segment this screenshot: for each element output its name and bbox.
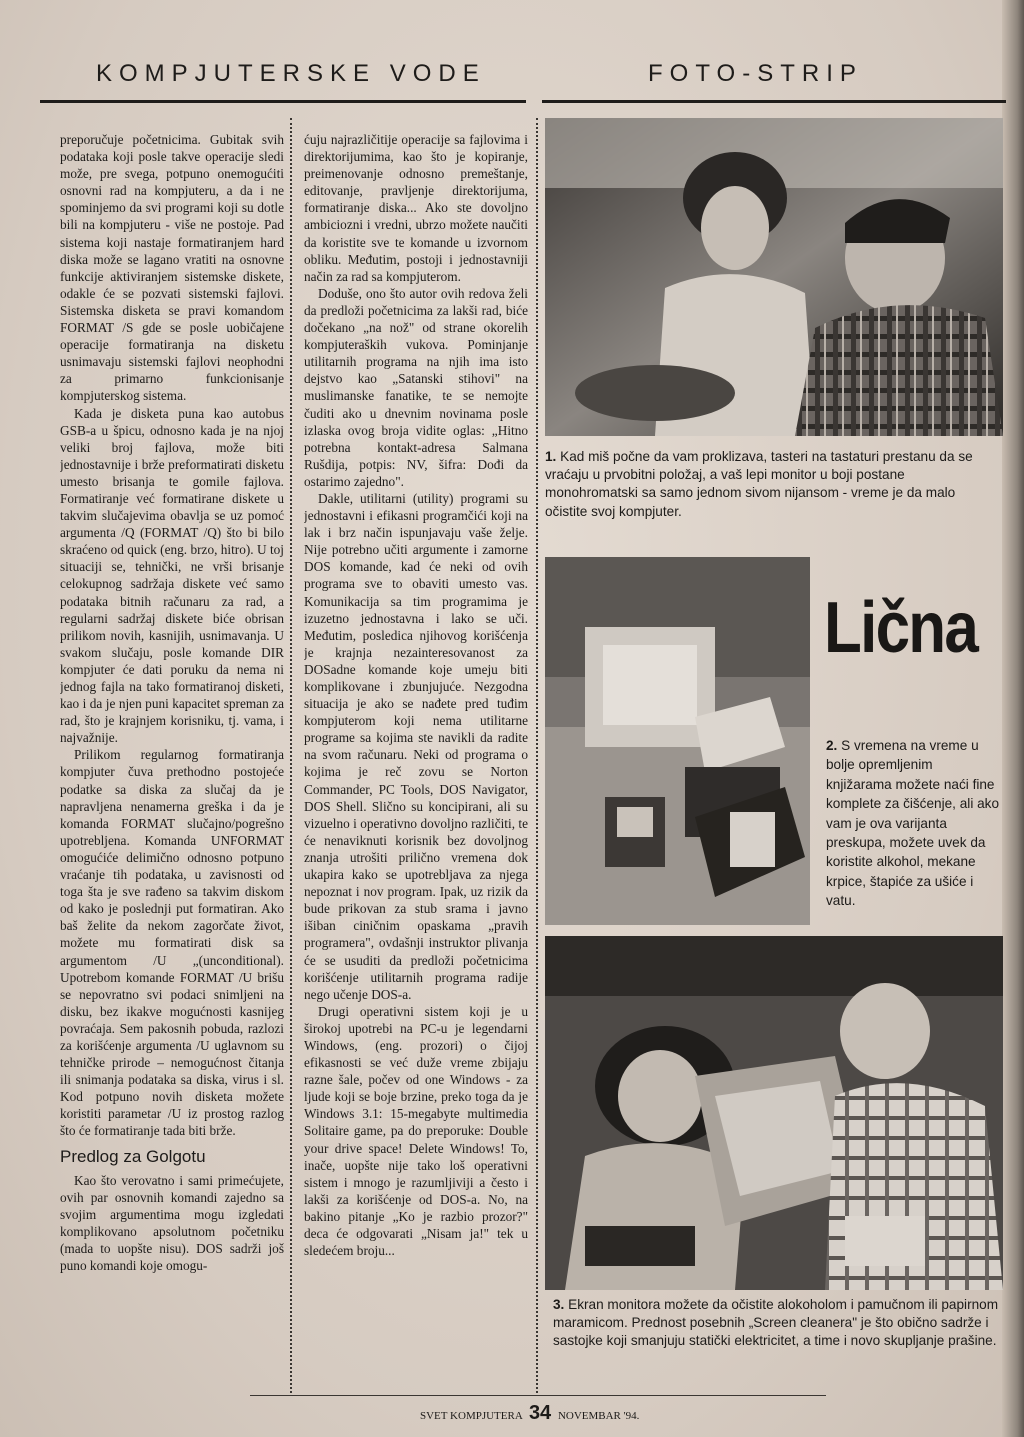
header-rule-right	[542, 100, 1006, 103]
col2-paragraph-1: ćuju najrazličitije operacije sa fajlovima i direktorijumima, kao što je kopiranje, preimenovanje odnosno premeštanje, editovanje, pravljenje direktorijuma, formatiranje diska... Ako ste dovoljno ambiciozni i vredni, ubrzo možete naučiti da koristite sve te komande u izvornom obliku. Međutim, postoji i jednostavniji način za rad sa kompjuterom.	[304, 132, 528, 284]
caption-2-text: S vremena na vreme u bolje opremljenim knjižarama možete naći fine komplete za čišćenje, ali ako vam je ova varijanta preskupa, možete uvek da koristite alkohol, mekane krpice, štapiće za ušiće i vatu.	[826, 738, 1000, 909]
caption-2-number: 2.	[826, 738, 838, 753]
photo-1	[545, 118, 1003, 436]
col2-paragraph-2: Doduše, ono što autor ovih redova želi da predloži početnicima za lakši rad, biće dočekano „na nož" od strane okorelih kompjuteraških vukova. Pominjanje utilitarnih programa na njih ima isto dejstvo kao „Satanski stihovi" na muslimanske fanatike, te se nemojte čuditi ako u dnevnim novinama posle izlaska ovog broja vidite oglas: „Hitno potrebna kontakt-adresa Salmana Rušdija, potpis: NV, šifra: Dođi da ostarimo zajedno".	[304, 285, 528, 489]
article-column-1	[60, 131, 284, 1391]
col1-paragraph-3: Prilikom regularnog formatiranja kompjuter čuva prethodno postojeće podatke sa diska za slučaj da je napravljena nenamerna greška i da je komanda FORMAT slučajno/pogrešno upotrebljena. Komanda UNFORMAT omogućiće delimično odnosno potpuno vraćanje tih podataka, u zavisnosti od toga šta je sve rađeno sa takvim diskom od kako je poslednji put formatiran. Ako baš želite da nekom zagorčate život, možete mu formatirati disk sa argumentom /U „(unconditional). Upotrebom komande FORMAT /U brišu se nepovratno svi podaci snimljeni na disku, bez ikakve mogućnosti kasnijeg povraćaja. Sem pakosnih pobuda, razlozi za korišćenje argumenta /U uglavnom su tehničke prirode – nemogućnost čitanja ili snimanja podataka sa diska, virus i sl. Kod potpuno novih disketa možete koristiti parametar /U iz prostog razlog što će formatiranje tada biti brže.	[60, 747, 284, 1139]
page-number: 34	[528, 1402, 552, 1424]
footer-rule	[250, 1395, 826, 1396]
section-header-right: FOTO-STRIP	[648, 60, 863, 87]
col2-paragraph-4: Drugi operativni sistem koji je u širokoj upotrebi na PC-u je legendarni Windows, (eng. prozori) o čijoj efikasnosti se već duže vreme zbijaju razne šale, počev od one Windows - za ljude koji se boje brzine, preko toga da je Windows 3.1: 15-megabyte multimedia Solitaire game, pa do preporuke: Double your drive space! Delete Windows! To, inače, uopšte nije tako loš operativni sistem i mnogo je razumljiviji a često i lakši za korišćenje od DOS-a. No, na bakino pitanje „Ko je razbio prozor?" deca će odgovarati „Nisam ja!" tek u sledećem broju...	[304, 1003, 528, 1259]
caption-1	[545, 448, 1000, 521]
header-rule-left	[40, 100, 526, 103]
caption-1-number: 1.	[545, 449, 557, 464]
section-header-left: KOMPJUTERSKE VODE	[96, 60, 486, 87]
article-column-2	[304, 131, 528, 1391]
col2-paragraph-3: Dakle, utilitarni (utility) programi su jednostavni i efikasni programčići koji na lak i brz način ispunjavaju vaše želje. Nije potrebno učiti argumente i zamorne DOS komande, kad će neki od ovih programa sve to obaviti umesto vas. Komunikacija sa tim programima je izuzetno jednostavna i lako se uči. Međutim, posledica njihovog korišćenja je krajnja nezainteresovanost za DOSadne komande koje umeju biti komplikovane i zbunjujuće. Nezgodna situacija je ako se nađete pred tuđim kompjuterom koji nema utilitarne programe sa kojima ste navikli da radite na svom računaru. Neki od programa o kojima je reč zovu se Norton Commander, PC Tools, DOS Navigator, DOS Shell. Slično su koncipirani, ali su vizuelno i operativno dovoljno različiti, te će nenaviknuti korisnik bez dovoljnog znanja utrošiti prilično vremena dok ukapira kako se upotrebljava za njega nepoznat i nov program. Ipak, uz rizik da bude prikovan za stub srama i javno išiban ciničnim opaskama „pravih programera", ovdašnji instruktor plivanja će se usuditi da predloži početnicima korišćenje utilitarnih programa radije nego učenje DOS-a.	[304, 490, 528, 1002]
caption-3	[553, 1296, 1003, 1351]
column-divider-1	[290, 118, 292, 1393]
photo-2	[545, 557, 810, 925]
page-footer	[420, 1402, 639, 1425]
footer-magazine: SVET KOMPJUTERA	[420, 1410, 523, 1422]
caption-2	[826, 736, 1001, 911]
caption-3-text: Ekran monitora možete da očistite alokoholom i pamučnom ili papirnom maramicom. Prednost posebnih „Screen cleanera" je što obično sadrže i sastojke koji smanjuju statički elektricitet, a time i novo skupljanje prašine.	[553, 1297, 999, 1349]
column-divider-2	[536, 118, 538, 1393]
col1-paragraph-2: Kada je disketa puna kao autobus GSB-a u špicu, odnosno kada je na njoj veliki broj fajlova, može biti jednostavnije i brže preformatirati disketu umesto brisanja te gomile fajlova. Formatiranje već formatirane diskete u takvim slučajevima obavlja se uz pomoć argumenta /Q (FORMAT /Q) što bi bilo skraćeno od quick (eng. brzo, hitro). U toj situaciji se, tehnički, ne vrši brisanje celokupnog sadržaja diskete već samo podataka bitnih računaru za rad, a regularni sadržaj diskete biće obrisan prilikom novih, kasnijih, usnimavanja. U svakom slučaju, posle komande DIR kompjuter će dati poruku da nema ni jednog fajla na tako formatiranoj disketi, kao i da je njen puni kapacitet spreman za rad, što je krajnjem korisniku, tj. vama, i najvažnije.	[60, 405, 284, 746]
col1-paragraph-4: Kao što verovatno i sami primećujete, ovih par osnovnih komandi zajedno sa svojim argumentima mogu izgledati komplikovano apsolutnom početniku (mada to uopšte nisu). DOS sadrži još puno komandi koje omogu-	[60, 1172, 284, 1273]
headline-licna: Lična	[824, 588, 978, 668]
photo-3	[545, 936, 1003, 1290]
caption-1-text: Kad miš počne da vam proklizava, tasteri na tastaturi prestanu da se vraćaju u prvobitni položaj, a vaš lepi monitor u boji postane monohromatski sa samo jednom sivom nijansom - vreme je da malo očistite svoj kompjuter.	[545, 449, 973, 519]
col1-paragraph-1: preporučuje početnicima. Gubitak svih podataka koji posle takve operacije sledi može, pre svega, potpuno onemogućiti osnovni rad na kompjuteru, a da i ne spominjemo da svi programi koji su dotle bili na kompjuteru - više ne postoje. Pad sistema koji nastaje formatiranjem hard diska može se lagano vratiti na osnovne funkcije aktiviranjem sistemske diskete, odakle će se pozvati sistemski fajlovi. Sistemska disketa se pravi komandom FORMAT /S gde se posle uobičajene operacije formatiranja na disketu usnimavaju sistemski fajlovi neophodni za primarno funkcionisanje kompjuterskog sistema.	[60, 132, 284, 404]
page-edge	[1002, 0, 1024, 1437]
caption-3-number: 3.	[553, 1297, 565, 1312]
footer-date: NOVEMBAR '94.	[557, 1410, 640, 1422]
subheading: Predlog za Golgotu	[60, 1146, 206, 1166]
